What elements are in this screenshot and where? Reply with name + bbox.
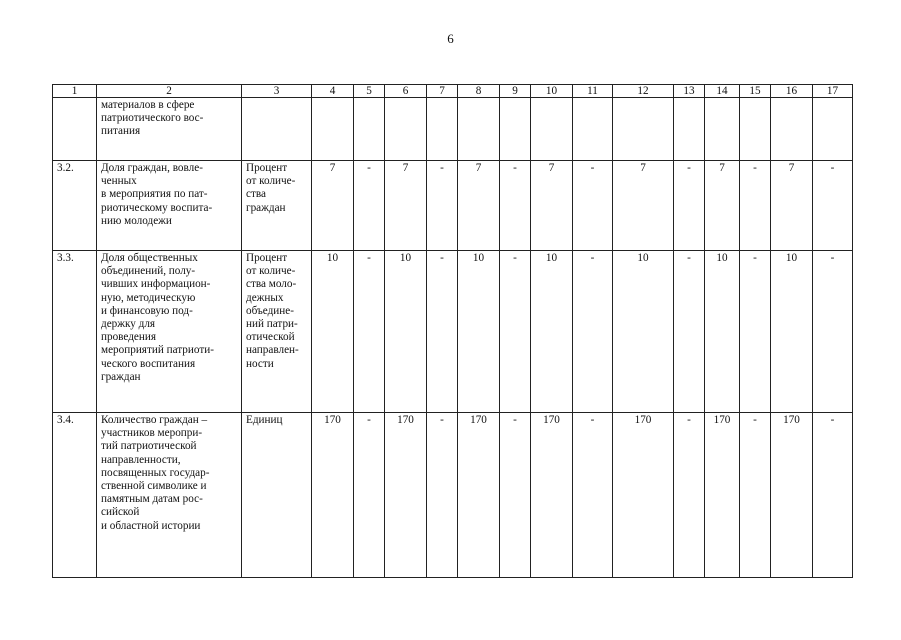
value-cell xyxy=(531,98,573,161)
indicator-name-line: питания xyxy=(101,125,141,138)
value-cell: 10 xyxy=(705,251,740,413)
unit-line: дежных xyxy=(246,291,284,304)
indicator-name-line: граждан xyxy=(101,370,141,383)
unit-line: отической xyxy=(246,331,295,344)
value-cell: - xyxy=(813,413,853,578)
value-cell: 170 xyxy=(312,413,354,578)
value-cell: - xyxy=(573,161,613,251)
value-cell: 7 xyxy=(458,161,500,251)
column-number-16: 16 xyxy=(771,85,813,98)
table-row xyxy=(53,413,853,578)
value-cell: - xyxy=(740,251,771,413)
unit-line: от количе- xyxy=(246,265,296,278)
unit-line: Процент xyxy=(246,162,288,174)
column-number-5: 5 xyxy=(354,85,385,98)
unit-line: ности xyxy=(246,357,274,370)
indicator-name-line: проведения xyxy=(101,331,156,344)
value-cell: - xyxy=(354,251,385,413)
indicator-name-line: и областной истории xyxy=(101,519,201,532)
column-number-11: 11 xyxy=(573,85,613,98)
indicator-name-cell xyxy=(97,161,242,251)
value-cell: - xyxy=(573,413,613,578)
indicator-name-cell xyxy=(97,413,242,578)
unit-cell xyxy=(242,98,312,161)
indicator-name-line: объединений, полу- xyxy=(101,265,196,278)
value-cell: 170 xyxy=(531,413,573,578)
row-id-cell xyxy=(53,98,97,161)
page-number: 6 xyxy=(447,31,454,46)
indicator-name-line: чивших информацион- xyxy=(101,278,211,291)
value-cell: - xyxy=(500,251,531,413)
value-cell xyxy=(674,98,705,161)
indicator-name-line: нию молодежи xyxy=(101,214,172,227)
value-cell xyxy=(813,98,853,161)
value-cell: 170 xyxy=(705,413,740,578)
header-row xyxy=(53,85,853,98)
indicator-name-cell xyxy=(97,98,242,161)
indicator-name-line: тий патриотической xyxy=(101,440,197,453)
value-cell xyxy=(354,98,385,161)
column-number-7: 7 xyxy=(427,85,458,98)
unit-line: ний патри- xyxy=(246,318,298,331)
column-number-17: 17 xyxy=(813,85,853,98)
column-number-14: 14 xyxy=(705,85,740,98)
value-cell: 7 xyxy=(385,161,427,251)
row-id-cell: 3.3. xyxy=(53,251,97,413)
unit-line: граждан xyxy=(246,201,286,214)
value-cell xyxy=(573,98,613,161)
indicator-name-line: ную, методическую xyxy=(101,291,196,304)
column-number-6: 6 xyxy=(385,85,427,98)
indicator-name-line: и финансовую под- xyxy=(101,304,193,317)
indicator-name-line: Доля граждан, вовле- xyxy=(101,162,203,174)
table-row xyxy=(53,161,853,251)
value-cell: - xyxy=(354,161,385,251)
table-row xyxy=(53,98,853,161)
value-cell: - xyxy=(674,161,705,251)
column-number-15: 15 xyxy=(740,85,771,98)
value-cell: - xyxy=(813,251,853,413)
indicator-name-line: держку для xyxy=(101,318,156,331)
unit-line: объедине- xyxy=(246,304,294,317)
unit-line: от количе- xyxy=(246,175,296,188)
value-cell: - xyxy=(427,161,458,251)
value-cell: - xyxy=(813,161,853,251)
value-cell: 7 xyxy=(705,161,740,251)
value-cell: 7 xyxy=(613,161,674,251)
unit-line: направлен- xyxy=(246,344,299,357)
indicator-name-line: мероприятий патриоти- xyxy=(101,344,214,357)
value-cell xyxy=(500,98,531,161)
value-cell: 170 xyxy=(385,413,427,578)
indicator-name-line: посвященных государ- xyxy=(101,466,210,479)
value-cell xyxy=(312,98,354,161)
value-cell xyxy=(385,98,427,161)
value-cell: - xyxy=(740,161,771,251)
value-cell: - xyxy=(573,251,613,413)
unit-line: Единиц xyxy=(246,414,283,426)
column-number-3: 3 xyxy=(242,85,312,98)
indicator-name-line: Доля общественных xyxy=(101,252,198,264)
indicator-name-cell xyxy=(97,251,242,413)
indicator-name-line: ственной символике и xyxy=(101,480,207,493)
column-number-8: 8 xyxy=(458,85,500,98)
indicator-name-line: в мероприятия по пат- xyxy=(101,188,208,201)
value-cell xyxy=(740,98,771,161)
value-cell: - xyxy=(500,413,531,578)
value-cell: 170 xyxy=(613,413,674,578)
value-cell: - xyxy=(354,413,385,578)
value-cell xyxy=(705,98,740,161)
value-cell: 10 xyxy=(458,251,500,413)
indicator-name-line: ческого воспитания xyxy=(101,357,196,370)
unit-cell xyxy=(242,413,312,578)
column-number-12: 12 xyxy=(613,85,674,98)
value-cell xyxy=(427,98,458,161)
value-cell: 10 xyxy=(312,251,354,413)
column-number-4: 4 xyxy=(312,85,354,98)
value-cell: 170 xyxy=(458,413,500,578)
value-cell: - xyxy=(500,161,531,251)
value-cell: 10 xyxy=(613,251,674,413)
value-cell: - xyxy=(740,413,771,578)
column-number-2: 2 xyxy=(97,85,242,98)
value-cell xyxy=(771,98,813,161)
unit-cell xyxy=(242,251,312,413)
value-cell: 7 xyxy=(312,161,354,251)
value-cell: 170 xyxy=(771,413,813,578)
indicator-name-line: Количество граждан – xyxy=(101,414,208,426)
indicator-name-line: ченных xyxy=(101,175,137,188)
unit-line: ства моло- xyxy=(246,278,297,291)
value-cell xyxy=(458,98,500,161)
value-cell: 7 xyxy=(771,161,813,251)
value-cell: 7 xyxy=(531,161,573,251)
indicator-name-line: сийской xyxy=(101,506,140,519)
value-cell: 10 xyxy=(385,251,427,413)
unit-line: ства xyxy=(246,188,266,201)
indicator-table xyxy=(52,84,853,578)
unit-cell xyxy=(242,161,312,251)
column-number-1: 1 xyxy=(53,85,97,98)
unit-line: Процент xyxy=(246,252,288,264)
value-cell: - xyxy=(674,413,705,578)
value-cell xyxy=(613,98,674,161)
value-cell: 10 xyxy=(531,251,573,413)
indicator-name-line: патриотического вос- xyxy=(101,112,204,125)
row-id-cell: 3.4. xyxy=(53,413,97,578)
indicator-name-line: участников меропри- xyxy=(101,427,203,440)
indicator-name-line: риотическому воспита- xyxy=(101,201,213,214)
value-cell: - xyxy=(427,413,458,578)
indicator-name-line: памятным датам рос- xyxy=(101,493,203,506)
row-id-cell: 3.2. xyxy=(53,161,97,251)
value-cell: 10 xyxy=(771,251,813,413)
indicator-name-line: материалов в сфере xyxy=(101,99,195,111)
table-row xyxy=(53,251,853,413)
column-number-13: 13 xyxy=(674,85,705,98)
column-number-10: 10 xyxy=(531,85,573,98)
value-cell: - xyxy=(427,251,458,413)
indicator-name-line: направленности, xyxy=(101,453,181,466)
value-cell: - xyxy=(674,251,705,413)
column-number-9: 9 xyxy=(500,85,531,98)
